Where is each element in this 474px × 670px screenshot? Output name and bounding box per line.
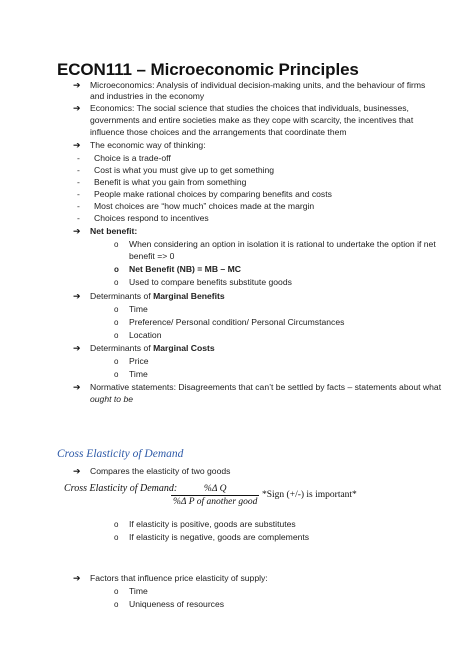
circle-bullet: o (114, 240, 119, 249)
list-item: Most choices are “how much” choices made at the margin (94, 201, 315, 211)
intro-line: The economic way of thinking: (90, 140, 206, 150)
dash-bullet: - (77, 201, 80, 211)
list-item: If elasticity is positive, goods are substitutes (129, 519, 296, 529)
page-title: ECON111 – Microeconomic Principles (57, 60, 359, 79)
circle-bullet: o (114, 587, 119, 596)
normative-line: ought to be (90, 394, 134, 404)
intro-line: and industries in the economy (90, 91, 205, 101)
dash-bullet: - (77, 213, 80, 223)
fraction-bar (171, 495, 259, 496)
circle-bullet: o (114, 305, 119, 314)
formula-fraction (171, 484, 259, 507)
list-item: Time (129, 369, 148, 379)
mb-heading: Determinants of Marginal Benefits (90, 291, 225, 301)
arrow-icon: ➔ (73, 573, 81, 583)
list-item: Preference/ Personal condition/ Personal Circumstances (129, 317, 345, 327)
intro-line: governments and entire societies make as they cope with scarcity, the incentives that (90, 115, 414, 125)
section-heading: Cross Elasticity of Demand (57, 448, 184, 460)
dash-bullet: - (77, 153, 80, 163)
arrow-icon: ➔ (73, 103, 81, 113)
circle-bullet: o (114, 278, 119, 287)
net-benefit-heading: Net benefit: (90, 226, 138, 236)
list-item: When considering an option in isolation it is rational to undertake the option if net (129, 239, 436, 249)
list-item: Benefit is what you gain from something (94, 177, 247, 187)
arrow-icon: ➔ (73, 226, 81, 236)
circle-bullet: o (114, 357, 119, 366)
circle-bullet: o (114, 370, 119, 379)
arrow-icon: ➔ (73, 343, 81, 353)
formula-denominator: %Δ P of another good (173, 497, 258, 507)
arrow-icon: ➔ (73, 382, 81, 392)
circle-bullet: o (114, 331, 119, 340)
arrow-icon: ➔ (73, 466, 81, 476)
list-item: Cost is what you must give up to get something (94, 165, 275, 175)
list-item: Time (129, 586, 148, 596)
mc-heading: Determinants of Marginal Costs (90, 343, 215, 353)
list-item: People make rational choices by comparing benefits and costs (94, 189, 332, 199)
list-item: Time (129, 304, 148, 314)
list-item: Choices respond to incentives (94, 213, 209, 223)
list-item: Price (129, 356, 149, 366)
intro-line: influence those choices and the arrangements that coordinate them (90, 127, 347, 137)
dash-bullet: - (77, 165, 80, 175)
formula-label: Cross Elasticity of Demand: (64, 483, 178, 494)
list-item: Net Benefit (NB) = MB – MC (129, 264, 241, 274)
formula-note: *Sign (+/-) is important* (262, 490, 357, 500)
arrow-icon: ➔ (73, 140, 81, 150)
list-item: Choice is a trade-off (94, 153, 171, 163)
list-item: Uniqueness of resources (129, 599, 225, 609)
cross-compares: Compares the elasticity of two goods (90, 466, 231, 476)
arrow-icon: ➔ (73, 291, 81, 301)
circle-bullet: o (114, 533, 119, 542)
arrow-icon: ➔ (73, 80, 81, 90)
circle-bullet: o (114, 520, 119, 529)
list-item: Location (129, 330, 162, 340)
list-item: If elasticity is negative, goods are complements (129, 532, 310, 542)
list-item: Used to compare benefits substitute goods (129, 277, 292, 287)
intro-line: Economics: The social science that studies the choices that individuals, businesses, (90, 103, 409, 113)
normative-line: Normative statements: Disagreements that can’t be settled by facts – statements about what (90, 382, 442, 392)
formula-numerator: %Δ Q (203, 484, 227, 494)
intro-line: Microeconomics: Analysis of individual decision-making units, and the behaviour of firms (90, 80, 426, 90)
circle-bullet: o (114, 600, 119, 609)
dash-bullet: - (77, 177, 80, 187)
circle-bullet: o (114, 318, 119, 327)
circle-bullet: o (114, 265, 119, 274)
supply-heading: Factors that influence price elasticity of supply: (90, 573, 268, 583)
list-item: benefit => 0 (129, 251, 175, 261)
dash-bullet: - (77, 189, 80, 199)
